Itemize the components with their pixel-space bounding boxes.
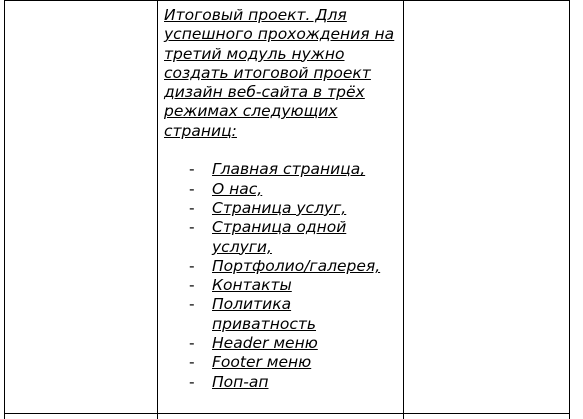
- list-item: [164, 180, 400, 199]
- list-item: [164, 353, 400, 372]
- table-border-col-2: [403, 0, 404, 419]
- list-dash: -: [189, 353, 195, 372]
- list-item-text: О нас,: [212, 179, 263, 198]
- list-item-text: Footer меню: [212, 353, 312, 372]
- table-bottom-border: [4, 413, 570, 414]
- list-item-text: Портфолио/галерея,: [212, 256, 381, 275]
- list-dash: -: [189, 179, 195, 198]
- paragraph-line: Итоговый проект. Для: [164, 6, 347, 24]
- project-description: [164, 6, 400, 141]
- paragraph-line: третий модуль нужно: [164, 44, 345, 63]
- list-item-text: Header меню: [212, 334, 318, 353]
- table-cell-content: [164, 6, 400, 392]
- list-item-text: Контакты: [212, 276, 292, 295]
- pages-list: [164, 160, 400, 392]
- list-dash: -: [189, 276, 195, 295]
- paragraph-line: успешного прохождения на: [164, 25, 395, 44]
- table-border-left: [4, 0, 5, 419]
- list-item-text: Страница услуг,: [212, 198, 347, 217]
- table-top-border: [4, 0, 570, 1]
- paragraph-line: режимах следующих: [164, 102, 338, 121]
- list-item: [164, 218, 400, 257]
- list-dash: -: [189, 295, 195, 314]
- list-item: [164, 257, 400, 276]
- list-dash: -: [189, 334, 195, 353]
- list-item: [164, 373, 400, 392]
- paragraph-line: страниц:: [164, 121, 237, 140]
- list-item-text: Политика приватность: [212, 295, 317, 333]
- list-dash: -: [189, 198, 195, 217]
- list-dash: -: [189, 218, 195, 237]
- list-item-text: Поп-ап: [212, 372, 269, 391]
- list-dash: -: [189, 256, 195, 275]
- list-item: [164, 160, 400, 179]
- list-item-text: Главная страница,: [212, 160, 366, 179]
- list-item: [164, 276, 400, 295]
- table-border-col-1: [157, 0, 158, 419]
- list-dash: -: [189, 372, 195, 391]
- empty-line: [164, 141, 400, 160]
- table-border-right: [569, 0, 570, 419]
- paragraph-line: создать итоговой проект: [164, 63, 371, 82]
- list-dash: -: [189, 160, 195, 179]
- list-item: [164, 295, 400, 334]
- list-item-text: Страница одной услуги,: [212, 218, 347, 256]
- list-item: [164, 199, 400, 218]
- list-item: [164, 334, 400, 353]
- paragraph-line: дизайн веб-сайта в трёх: [164, 83, 365, 102]
